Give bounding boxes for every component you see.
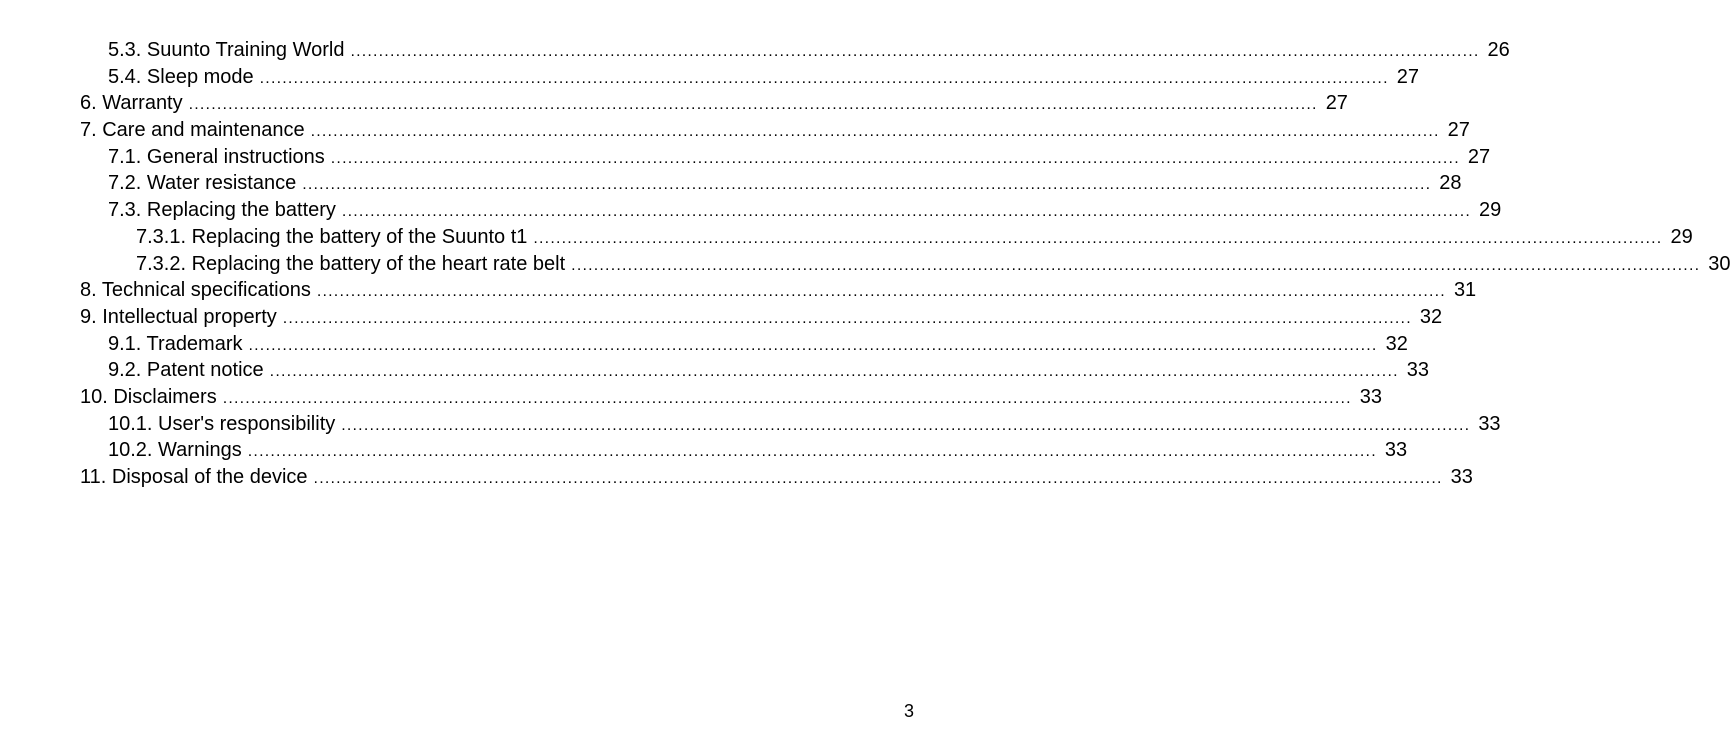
toc-entry[interactable] <box>80 144 1491 171</box>
toc-entry-title: 10. Disclaimers <box>80 385 217 408</box>
toc-entry-page: 27 <box>1396 65 1419 88</box>
toc-dot-leader: ........................................................................................................................................................................................................ <box>269 363 1399 381</box>
toc-entry[interactable] <box>80 251 1730 278</box>
toc-entry-page: 29 <box>1478 199 1502 222</box>
toc-entry-page: 28 <box>1439 172 1462 195</box>
toc-entry-title: 9. Intellectual property <box>80 305 277 328</box>
toc-entry-title: 9.2. Patent notice <box>108 359 264 382</box>
toc-entry-title: 7.3.2. Replacing the battery of the heart rate belt <box>136 252 566 275</box>
toc-dot-leader: ........................................................................................................................................................................................................ <box>310 123 1440 141</box>
toc-entry[interactable] <box>80 437 1408 464</box>
toc-entry-page: 30 <box>1708 252 1730 275</box>
toc-entry-page: 29 <box>1670 225 1693 248</box>
toc-dot-leader: ........................................................................................................................................................................................................ <box>259 69 1389 87</box>
toc-dot-leader: ........................................................................................................................................................................................................ <box>313 470 1443 487</box>
toc-entry-title: 9.1. Trademark <box>108 332 243 355</box>
toc-dot-leader: ........................................................................................................................................................................................................ <box>571 256 1701 274</box>
toc-entry[interactable] <box>80 90 1348 117</box>
toc-entry[interactable] <box>80 384 1383 411</box>
toc-entry-title: 7. Care and maintenance <box>80 119 305 142</box>
toc-dot-leader: ........................................................................................................................................................................................................ <box>341 203 1471 221</box>
toc-dot-leader: ........................................................................................................................................................................................................ <box>350 43 1480 60</box>
toc-entry-title: 10.2. Warnings <box>108 439 242 462</box>
toc-entry-title: 11. Disposal of the device <box>80 466 308 488</box>
toc-entry[interactable] <box>80 37 1510 64</box>
toc-entry[interactable] <box>80 331 1408 358</box>
toc-entry-title: 7.3.1. Replacing the battery of the Suunto t1 <box>136 225 528 248</box>
toc-dot-leader: ........................................................................................................................................................................................................ <box>282 309 1412 327</box>
toc-dot-leader: ........................................................................................................................................................................................................ <box>248 336 1378 354</box>
toc-entry-page: 33 <box>1450 466 1473 488</box>
toc-entry-page: 27 <box>1447 119 1470 142</box>
toc-entry-title: 7.1. General instructions <box>108 145 325 168</box>
toc-entry[interactable] <box>80 304 1443 331</box>
toc-entry-page: 27 <box>1325 92 1348 115</box>
toc-entry-page: 33 <box>1478 412 1501 435</box>
toc-entry-page: 31 <box>1453 279 1477 302</box>
table-of-contents <box>80 37 1730 491</box>
toc-entry[interactable] <box>80 117 1470 144</box>
toc-entry-title: 10.1. User's responsibility <box>108 412 336 435</box>
toc-entry-page: 32 <box>1419 305 1443 328</box>
toc-entry[interactable] <box>80 464 1473 491</box>
toc-entry-title: 6. Warranty <box>80 92 183 115</box>
toc-dot-leader: ........................................................................................................................................................................................................ <box>341 416 1471 434</box>
toc-entry-title: 5.4. Sleep mode <box>108 65 254 88</box>
toc-dot-leader: ........................................................................................................................................................................................................ <box>188 96 1318 114</box>
toc-dot-leader: ........................................................................................................................................................................................................ <box>247 443 1377 461</box>
toc-entry-title: 7.3. Replacing the battery <box>108 199 336 222</box>
toc-entry-page: 33 <box>1384 439 1408 462</box>
toc-entry-title: 8. Technical specifications <box>80 279 311 302</box>
toc-entry[interactable] <box>80 64 1419 91</box>
toc-entry[interactable] <box>80 357 1429 384</box>
toc-dot-leader: ........................................................................................................................................................................................................ <box>222 389 1352 407</box>
toc-entry[interactable] <box>80 170 1462 197</box>
toc-entry[interactable] <box>80 277 1477 304</box>
toc-entry-page: 33 <box>1406 359 1429 382</box>
toc-dot-leader: ........................................................................................................................................................................................................ <box>330 149 1460 167</box>
toc-entry-page: 27 <box>1467 145 1491 168</box>
toc-entry-title: 5.3. Suunto Training World <box>108 39 345 61</box>
toc-entry[interactable] <box>80 224 1693 251</box>
toc-dot-leader: ........................................................................................................................................................................................................ <box>533 229 1663 247</box>
page-number: 3 <box>903 701 914 721</box>
toc-entry-title: 7.2. Water resistance <box>108 172 297 195</box>
toc-dot-leader: ........................................................................................................................................................................................................ <box>302 176 1432 194</box>
toc-entry[interactable] <box>80 197 1502 224</box>
toc-entry-page: 26 <box>1487 39 1510 61</box>
toc-entry[interactable] <box>80 411 1501 438</box>
toc-entry-page: 32 <box>1385 332 1408 355</box>
toc-dot-leader: ........................................................................................................................................................................................................ <box>316 283 1446 301</box>
toc-entry-page: 33 <box>1359 385 1383 408</box>
